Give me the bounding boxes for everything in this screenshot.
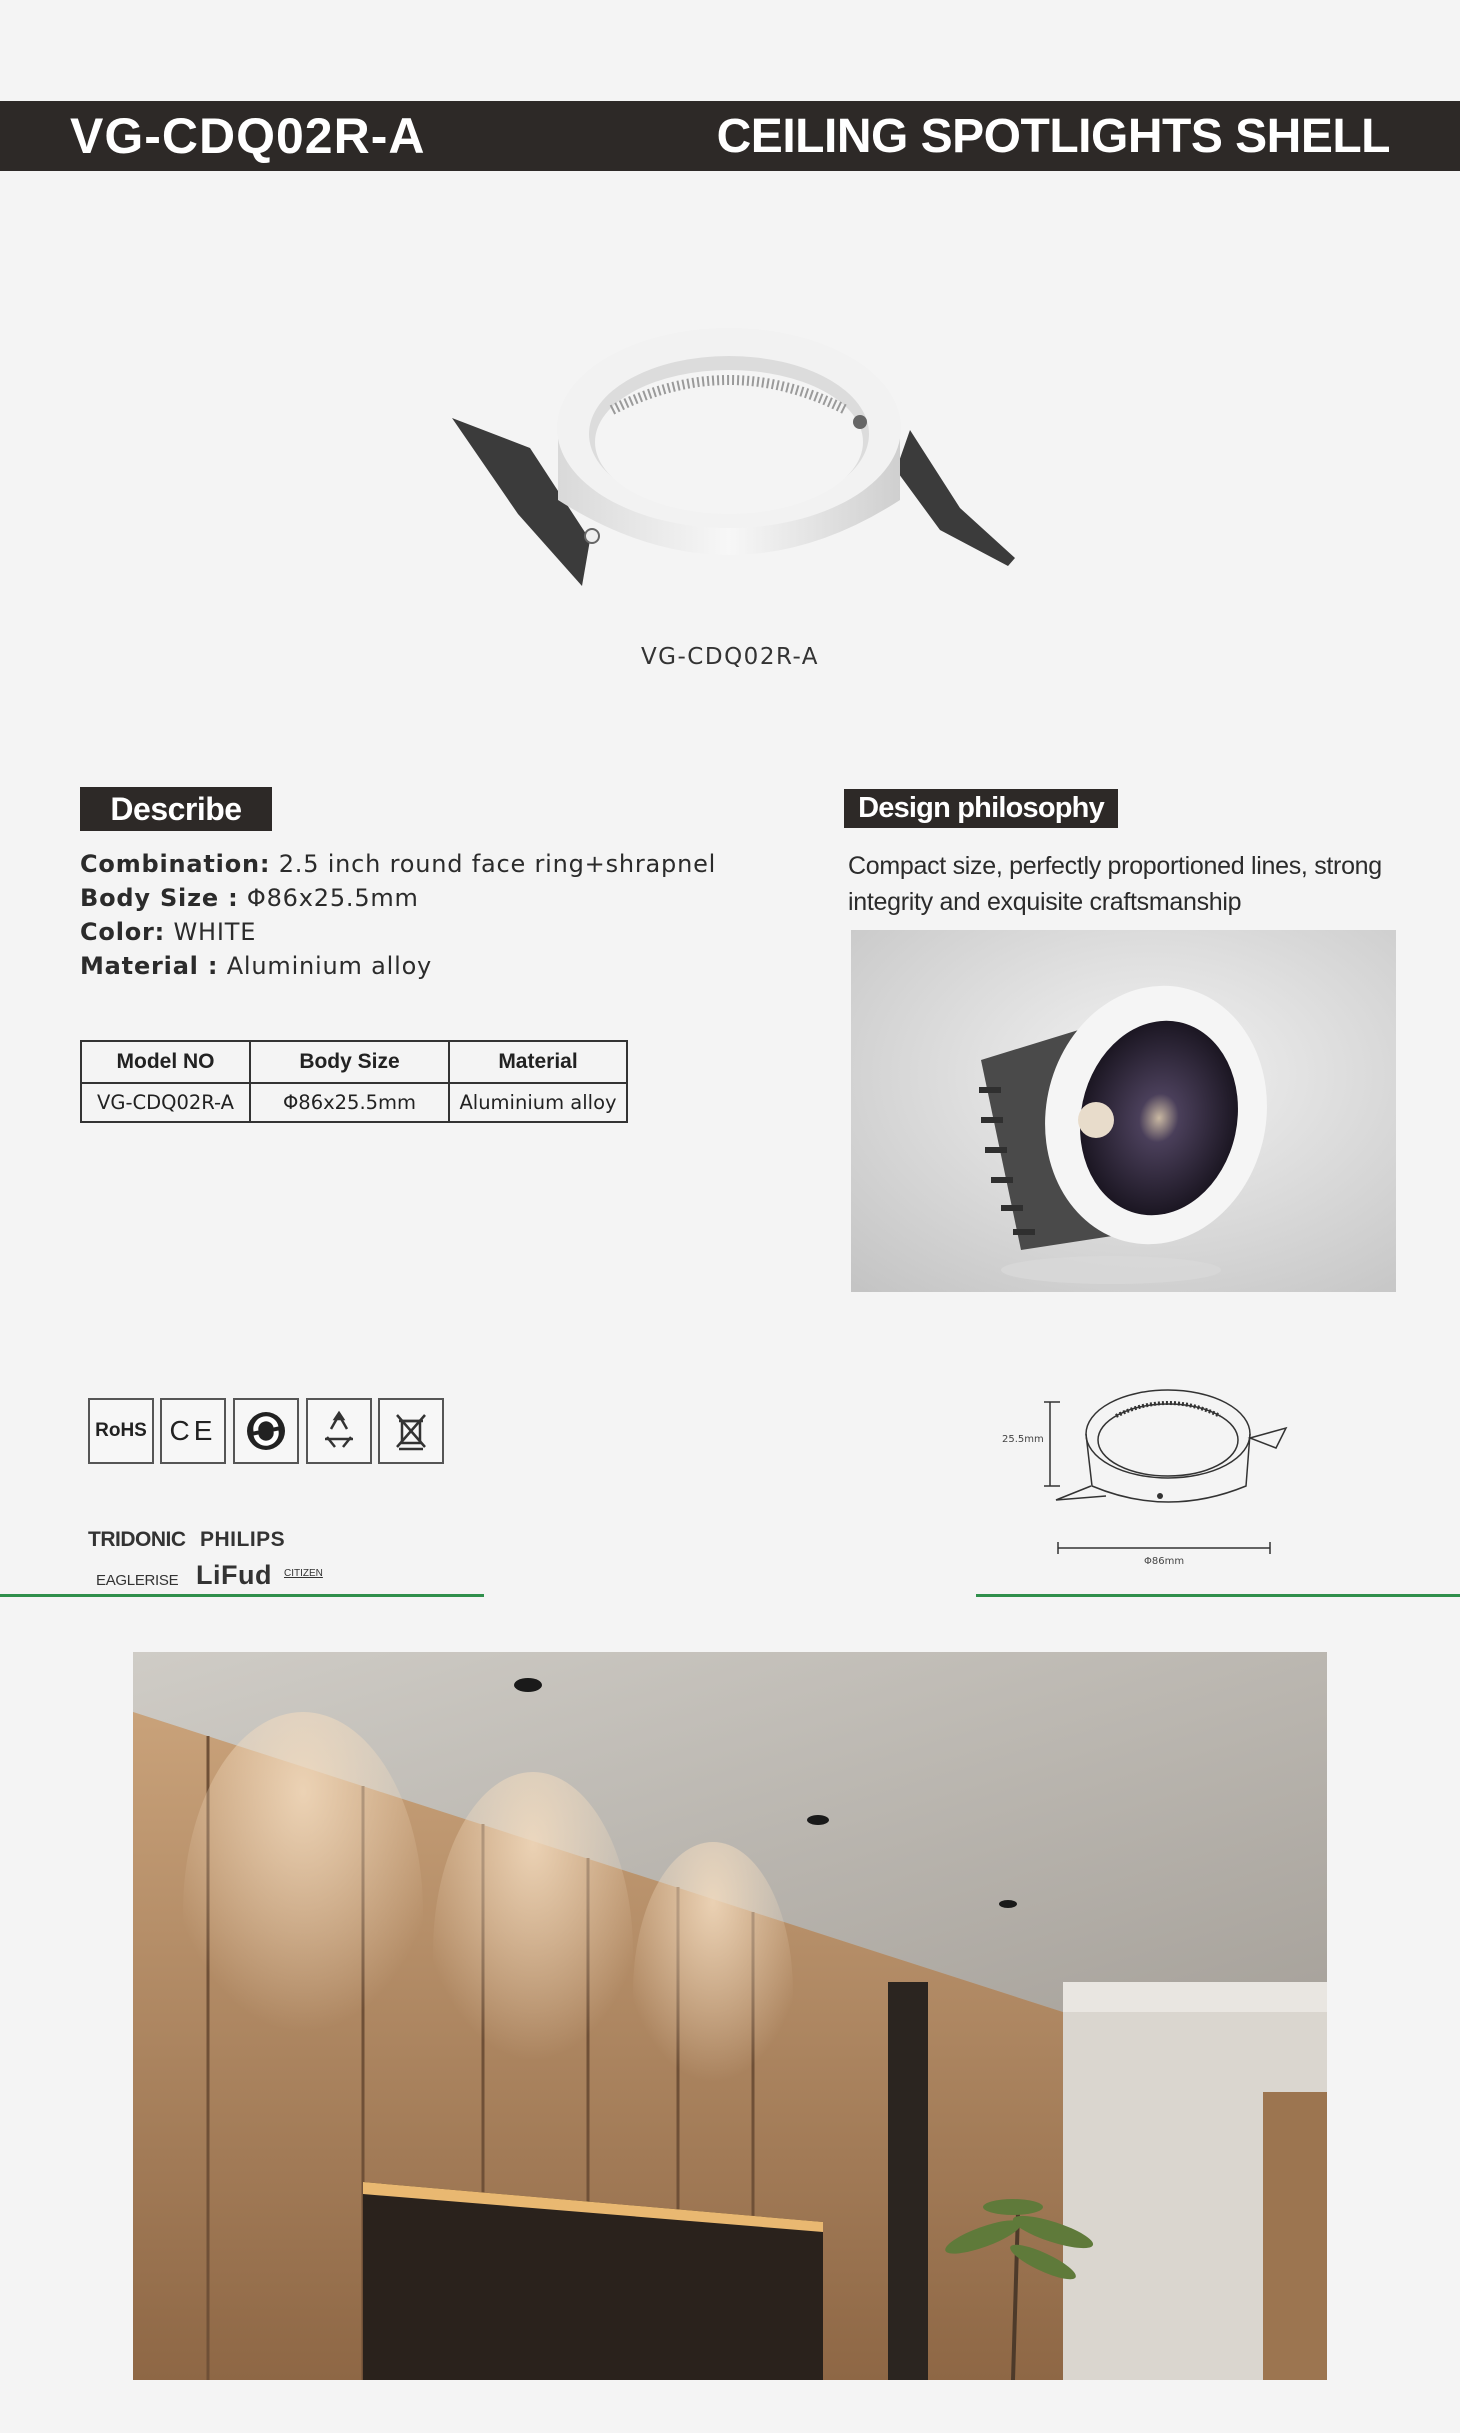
header-category-title: CEILING SPOTLIGHTS SHELL — [716, 110, 1390, 163]
spec-label: Combination: — [80, 850, 271, 878]
table-header: Material — [449, 1041, 627, 1083]
spec-combination — [80, 850, 716, 878]
table-header-row — [81, 1041, 627, 1083]
citizen-logo: CITIZEN — [284, 1568, 323, 1579]
spec-value: Aluminium alloy — [218, 952, 433, 980]
spec-label: Color: — [80, 918, 166, 946]
spec-label: Body Size : — [80, 884, 239, 912]
spec-label: Material : — [80, 952, 219, 980]
height-dimension-label: 25.5mm — [1002, 1434, 1044, 1445]
header-model-number: VG-CDQ02R-A — [70, 108, 426, 164]
spec-material — [80, 952, 432, 980]
spec-value: 2.5 inch round face ring+shrapnel — [270, 850, 717, 878]
recycle-icon — [306, 1398, 372, 1464]
interior-application-photo — [133, 1652, 1327, 2380]
green-divider-right — [976, 1594, 1460, 1597]
design-philosophy-text — [848, 848, 1408, 920]
eaglerise-logo: EAGLERISE — [96, 1572, 179, 1589]
product-shell-image — [440, 300, 1020, 620]
weee-bin-icon — [378, 1398, 444, 1464]
table-cell: Φ86x25.5mm — [250, 1083, 449, 1122]
rohs-badge — [88, 1398, 154, 1464]
ce-badge — [160, 1398, 226, 1464]
design-philosophy-heading: Design philosophy — [844, 789, 1118, 828]
spec-table — [80, 1040, 628, 1123]
table-cell: Aluminium alloy — [449, 1083, 627, 1122]
table-cell: VG-CDQ02R-A — [81, 1083, 250, 1122]
spec-body-size — [80, 884, 419, 912]
rohs-label: RoHS — [95, 1420, 147, 1441]
lifud-logo: LiFud — [196, 1560, 272, 1590]
diameter-dimension-label: Φ86mm — [1144, 1556, 1185, 1567]
philips-logo: PHILIPS — [200, 1528, 286, 1551]
ce-label: CE — [169, 1415, 217, 1446]
describe-heading: Describe — [80, 787, 272, 831]
dimension-drawing — [996, 1368, 1296, 1568]
table-row — [81, 1083, 627, 1122]
spotlight-photo — [851, 930, 1396, 1292]
green-divider-left — [0, 1594, 484, 1597]
spec-value: Φ86x25.5mm — [238, 884, 419, 912]
spec-color — [80, 918, 256, 946]
design-text-line: Compact size, perfectly proportioned lines, strong — [848, 852, 1382, 880]
green-dot-icon — [233, 1398, 299, 1464]
tridonic-logo: TRIDONIC — [88, 1528, 186, 1551]
product-caption: VG-CDQ02R-A — [640, 644, 820, 670]
spec-value: WHITE — [165, 918, 257, 946]
table-header: Body Size — [250, 1041, 449, 1083]
design-text-line: integrity and exquisite craftsmanship — [848, 888, 1242, 916]
table-header: Model NO — [81, 1041, 250, 1083]
